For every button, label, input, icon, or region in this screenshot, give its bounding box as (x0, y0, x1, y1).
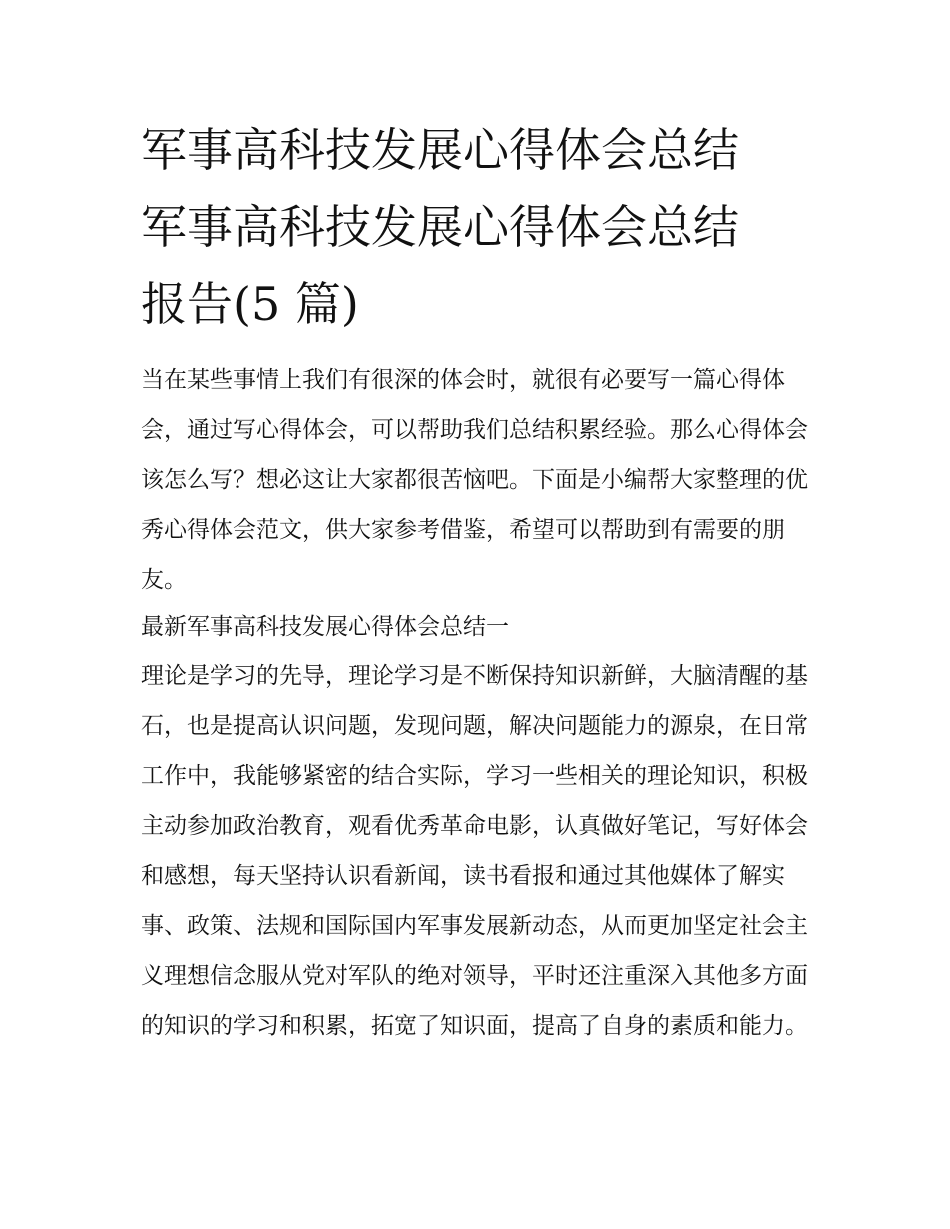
document-content (141, 112, 813, 1051)
title-line-1: 军事高科技发展心得体会总结 (141, 123, 739, 177)
intro-paragraph: 当在某些事情上我们有很深的体会时，就很有必要写一篇心得体会，通过写心得体会，可以帮助我们总结积累经验。那么心得体会该怎么写？想必这让大家都很苦恼吧。下面是小编帮大家整理的优秀心得体会范文，供大家参考借鉴，希望可以帮助到有需要的朋友。 (141, 367, 808, 593)
section-heading: 最新军事高科技发展心得体会总结一 (141, 614, 509, 640)
title-line-3: 报告(5 篇) (141, 277, 359, 331)
title-line-2: 军事高科技发展心得体会总结 (141, 200, 739, 254)
document-title (141, 112, 813, 343)
section-paragraph: 理论是学习的先导，理论学习是不断保持知识新鲜，大脑清醒的基石，也是提高认识问题，发现问题，解决问题能力的源泉，在日常工作中，我能够紧密的结合实际，学习一些相关的理论知识，积极主动参加政治教育，观看优秀革命电影，认真做好笔记，写好体会和感想，每天坚持认识看新闻，读书看报和通过其他媒体了解实事、政策、法规和国际国内军事发展新动态，从而更加坚定社会主义理想信念服从党对军队的绝对领导，平时还注重深入其他多方面的知识的学习和积累，拓宽了知识面，提高了自身的素质和能力。 (141, 663, 808, 1039)
